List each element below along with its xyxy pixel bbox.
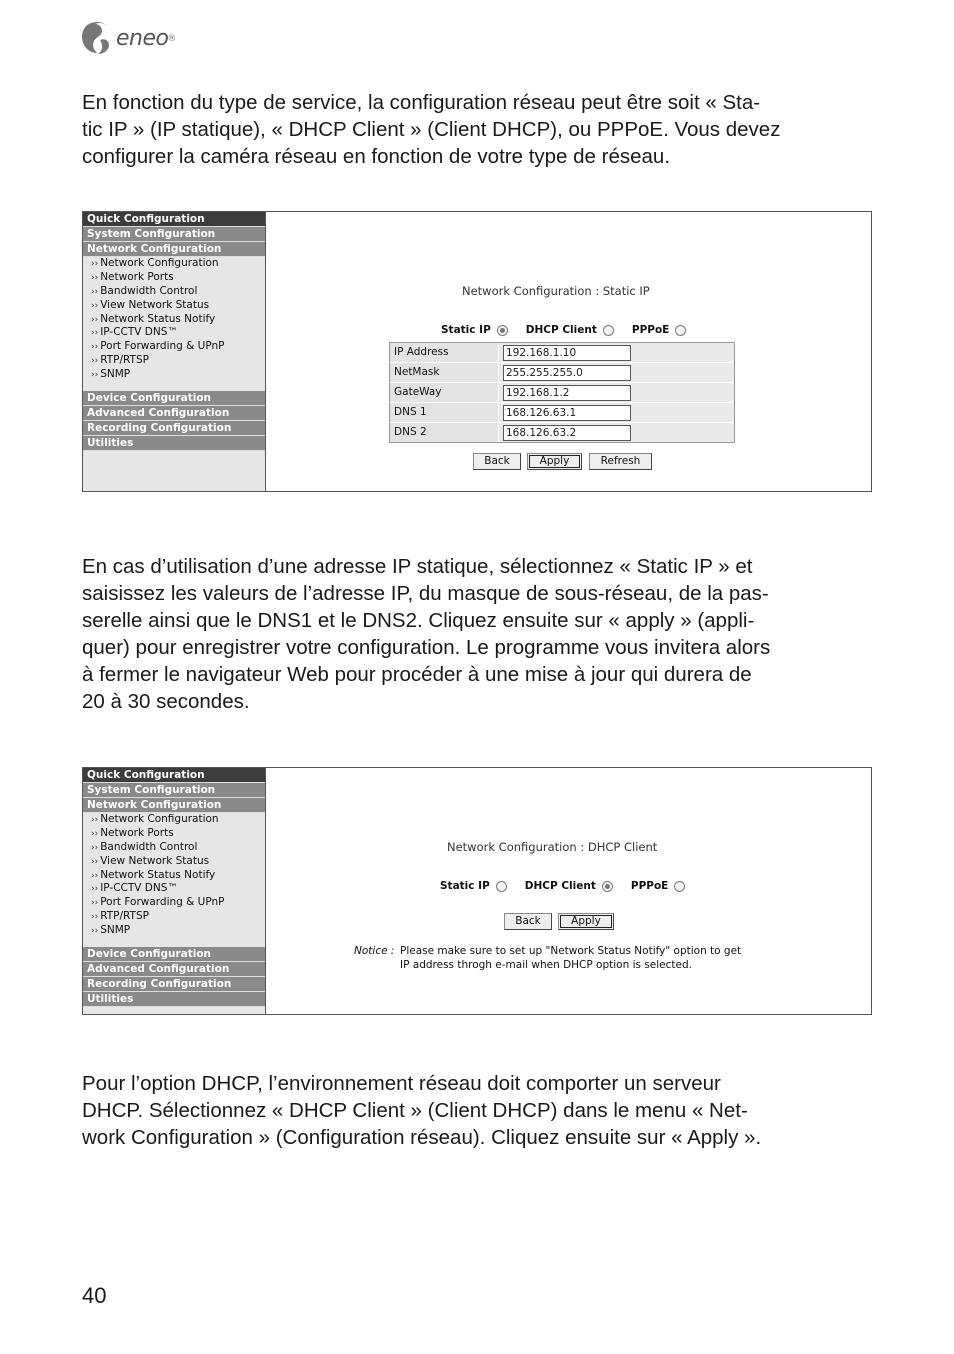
double-arrow-icon: ›› <box>91 884 99 895</box>
double-arrow-icon: ›› <box>91 286 99 297</box>
submenu-network-configuration[interactable] <box>83 813 265 827</box>
page-number: 40 <box>82 1283 107 1308</box>
submenu-network-ports[interactable] <box>83 271 265 285</box>
submenu-label: SNMP <box>100 368 131 381</box>
submenu-label: Port Forwarding & UPnP <box>100 340 225 353</box>
dns1-input[interactable]: 168.126.63.1 <box>503 405 631 421</box>
dns1-label: DNS 1 <box>390 403 499 422</box>
menu-network-configuration[interactable]: Network Configuration <box>83 798 265 813</box>
pppoe-radio[interactable] <box>674 881 685 892</box>
back-button[interactable]: Back <box>504 913 552 930</box>
submenu-bandwidth-control[interactable] <box>83 285 265 299</box>
static-ip-label: Static IP <box>440 880 490 892</box>
dhcp-line: Pour l’option DHCP, l’environnement réseau doit comporter un serveur <box>82 1072 721 1095</box>
netmask-input[interactable]: 255.255.255.0 <box>503 365 631 381</box>
pppoe-radio[interactable] <box>675 325 686 336</box>
static-ip-label: Static IP <box>441 324 491 336</box>
submenu-label: Port Forwarding & UPnP <box>100 896 225 909</box>
mode-radio-group <box>440 880 685 892</box>
submenu-port-forwarding[interactable] <box>83 896 265 910</box>
double-arrow-icon: ›› <box>91 272 99 283</box>
logo-trademark: ® <box>168 33 176 43</box>
submenu-snmp[interactable] <box>83 924 265 938</box>
submenu-port-forwarding[interactable] <box>83 340 265 354</box>
refresh-button[interactable]: Refresh <box>589 453 652 470</box>
submenu-label: Bandwidth Control <box>100 840 198 853</box>
static-line: serelle ainsi que le DNS1 et le DNS2. Cliquez ensuite sur « apply » (appli- <box>82 609 755 632</box>
submenu-label: Bandwidth Control <box>100 284 198 297</box>
eneo-logo <box>80 18 175 58</box>
static-line: En cas d’utilisation d’une adresse IP statique, sélectionnez « Static IP » et <box>82 555 753 578</box>
submenu-network-configuration[interactable] <box>83 257 265 271</box>
static-line: 20 à 30 secondes. <box>82 690 250 713</box>
intro-line: En fonction du type de service, la configuration réseau peut être soit « Sta- <box>82 91 761 114</box>
menu-device-configuration[interactable]: Device Configuration <box>83 947 265 962</box>
logo-text: eneo <box>116 25 169 51</box>
dhcp-client-label: DHCP Client <box>525 324 597 336</box>
screen-title: Network Configuration : Static IP <box>462 284 650 298</box>
apply-button[interactable]: Apply <box>527 453 582 470</box>
submenu-network-status-notify[interactable] <box>83 313 265 327</box>
double-arrow-icon: ›› <box>91 356 99 367</box>
static-ip-screenshot <box>82 211 872 492</box>
ip-address-row <box>390 343 734 363</box>
submenu-label: Network Status Notify <box>100 868 216 881</box>
submenu-view-network-status[interactable] <box>83 299 265 313</box>
intro-paragraph <box>82 89 874 170</box>
dns2-label: DNS 2 <box>390 423 499 442</box>
submenu-network-status-notify[interactable] <box>83 869 265 883</box>
dhcp-line: DHCP. Sélectionnez « DHCP Client » (Client DHCP) dans le menu « Net- <box>82 1099 748 1122</box>
menu-spacer <box>83 382 265 391</box>
menu-quick-configuration[interactable]: Quick Configuration <box>83 768 265 783</box>
double-arrow-icon: ›› <box>91 828 99 839</box>
submenu-label: Network Status Notify <box>100 312 216 325</box>
double-arrow-icon: ›› <box>91 370 99 381</box>
submenu-snmp[interactable] <box>83 368 265 382</box>
config-menu <box>83 768 266 1014</box>
double-arrow-icon: ›› <box>91 842 99 853</box>
submenu-rtp-rtsp[interactable] <box>83 910 265 924</box>
menu-utilities[interactable]: Utilities <box>83 436 265 451</box>
menu-device-configuration[interactable]: Device Configuration <box>83 391 265 406</box>
static-ip-radio[interactable] <box>497 325 508 336</box>
submenu-network-ports[interactable] <box>83 827 265 841</box>
submenu-label: View Network Status <box>100 298 210 311</box>
intro-line: configurer la caméra réseau en fonction de votre type de réseau. <box>82 145 671 168</box>
menu-quick-configuration[interactable]: Quick Configuration <box>83 212 265 227</box>
double-arrow-icon: ›› <box>91 870 99 881</box>
static-line: quer) pour enregistrer votre configuration. Le programme vous invitera alors <box>82 636 771 659</box>
dhcp-notice <box>354 945 854 973</box>
double-arrow-icon: ›› <box>91 912 99 923</box>
dhcp-line: work Configuration » (Configuration réseau). Cliquez ensuite sur « Apply ». <box>82 1126 762 1149</box>
double-arrow-icon: ›› <box>91 342 99 353</box>
notice-line: Please make sure to set up "Network Status Notify" option to get <box>400 945 742 957</box>
mode-radio-group <box>441 324 686 336</box>
menu-network-configuration[interactable]: Network Configuration <box>83 242 265 257</box>
submenu-label: SNMP <box>100 924 131 937</box>
netmask-label: NetMask <box>390 363 499 382</box>
notice-label: Notice : <box>354 945 395 957</box>
dhcp-paragraph <box>82 1070 874 1151</box>
double-arrow-icon: ›› <box>91 259 99 269</box>
submenu-label: IP-CCTV DNS™ <box>100 326 178 339</box>
eneo-logo-mark-icon <box>80 20 114 56</box>
submenu-ip-cctv-dns[interactable] <box>83 326 265 340</box>
dns1-row <box>390 403 734 423</box>
ip-address-label: IP Address <box>390 343 499 362</box>
static-line: à fermer le navigateur Web pour procéder à une mise à jour qui durera de <box>82 663 752 686</box>
double-arrow-icon: ›› <box>91 856 99 867</box>
submenu-bandwidth-control[interactable] <box>83 841 265 855</box>
gateway-label: GateWay <box>390 383 499 402</box>
submenu-label: Network Configuration <box>100 813 219 825</box>
double-arrow-icon: ›› <box>91 898 99 909</box>
double-arrow-icon: ›› <box>91 328 99 339</box>
intro-line: tic IP » (IP statique), « DHCP Client » (Client DHCP), ou PPPoE. Vous devez <box>82 118 781 141</box>
submenu-ip-cctv-dns[interactable] <box>83 882 265 896</box>
double-arrow-icon: ›› <box>91 300 99 311</box>
netmask-row <box>390 363 734 383</box>
ip-address-input[interactable]: 192.168.1.10 <box>503 345 631 361</box>
dhcp-client-label: DHCP Client <box>524 880 596 892</box>
submenu-label: Network Configuration <box>100 257 219 269</box>
double-arrow-icon: ›› <box>91 926 99 937</box>
submenu-rtp-rtsp[interactable] <box>83 354 265 368</box>
submenu-view-network-status[interactable] <box>83 855 265 869</box>
dns2-input[interactable]: 168.126.63.2 <box>503 425 631 441</box>
submenu-label: View Network Status <box>100 854 210 867</box>
menu-system-configuration[interactable]: System Configuration <box>83 783 265 798</box>
config-menu <box>83 212 266 491</box>
pppoe-label: PPPoE <box>630 880 669 892</box>
back-button[interactable]: Back <box>473 453 521 470</box>
submenu-label: RTP/RTSP <box>100 354 149 367</box>
static-line: saisissez les valeurs de l’adresse IP, du masque de sous-réseau, de la pas- <box>82 582 769 605</box>
static-ip-paragraph <box>82 553 874 715</box>
screen-title: Network Configuration : DHCP Client <box>447 840 658 854</box>
dhcp-client-radio[interactable] <box>602 881 613 892</box>
menu-advanced-configuration[interactable]: Advanced Configuration <box>83 406 265 421</box>
dhcp-client-radio[interactable] <box>603 325 614 336</box>
gateway-row <box>390 383 734 403</box>
menu-advanced-configuration[interactable]: Advanced Configuration <box>83 962 265 977</box>
dhcp-client-screenshot <box>82 767 872 1015</box>
pppoe-label: PPPoE <box>631 324 670 336</box>
submenu-label: Network Ports <box>100 270 174 283</box>
apply-button[interactable]: Apply <box>558 913 614 930</box>
submenu-label: IP-CCTV DNS™ <box>100 882 178 895</box>
static-ip-radio[interactable] <box>496 881 507 892</box>
menu-recording-configuration[interactable]: Recording Configuration <box>83 977 265 992</box>
double-arrow-icon: ›› <box>91 314 99 325</box>
submenu-label: Network Ports <box>100 826 174 839</box>
menu-spacer <box>83 938 265 947</box>
double-arrow-icon: ›› <box>91 815 99 825</box>
menu-recording-configuration[interactable]: Recording Configuration <box>83 421 265 436</box>
submenu-label: RTP/RTSP <box>100 910 149 923</box>
menu-utilities[interactable]: Utilities <box>83 992 265 1007</box>
ip-settings-table <box>389 342 735 443</box>
notice-line: IP address throgh e-mail when DHCP option is selected. <box>400 959 692 971</box>
dns2-row <box>390 423 734 442</box>
menu-system-configuration[interactable]: System Configuration <box>83 227 265 242</box>
gateway-input[interactable]: 192.168.1.2 <box>503 385 631 401</box>
